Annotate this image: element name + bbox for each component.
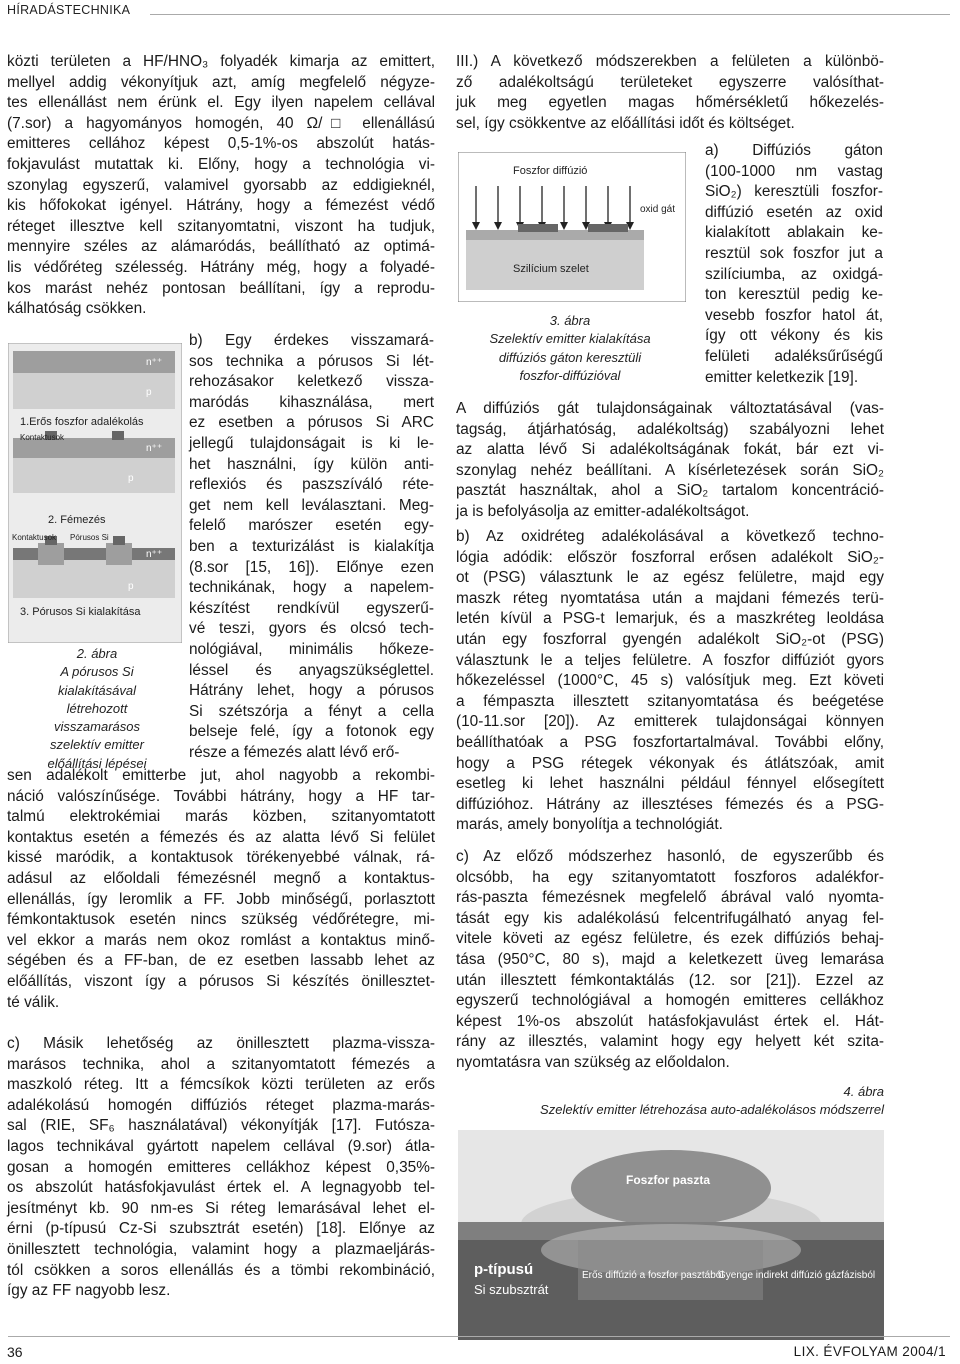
right-paragraph-5-line: vitele követi az egész felületre, és ezek diffúziós behaj-: [456, 930, 884, 948]
right-paragraph-5-line: rás-paszta fémezésnek megfelelő ábrával való nyomta-: [456, 889, 884, 907]
right-paragraph-4-line: maszk réteg nyomtatása után a majdani fémezés terü-: [456, 589, 884, 607]
left-paragraph-1-line: tes ellenállást nem érünk el. Egy ilyen napelem cellával: [7, 94, 435, 112]
right-paragraph-2-wrap-line: resztül sok foszfor jut a: [705, 244, 883, 262]
left-paragraph-2-continued-line: ségében és a FF-ban, de ez esetben lassabb lehet az: [7, 952, 435, 970]
left-paragraph-2-continued-line: náció valószínűsége. További hátrány, hogy a HF tar-: [7, 787, 435, 805]
right-paragraph-5-line: egyszerű technológiával a homogén emitteres cellákhoz: [456, 992, 884, 1010]
left-paragraph-2-continued-line: előállítás, viszont így a pórusos Si készítés önillesztet-: [7, 972, 435, 990]
left-paragraph-3-line: adalékolású homogén diffúziós réteget plazma-marás-: [7, 1096, 435, 1114]
footer-rule: [8, 1336, 950, 1337]
right-paragraph-3-line: pasztát használtak, ahol a SiO₂ tartalom koncentráció-: [456, 482, 884, 500]
left-paragraph-2-continued-line: ellenállás, így leromlik a FF. Jobb minőségű, porlasztott: [7, 890, 435, 908]
right-paragraph-5-line: nyomtatásra van szükség az előoldalon.: [456, 1053, 730, 1071]
right-paragraph-5-line: tása (950°C, 80 s), majd a keletkezett üveg lemarása: [456, 950, 884, 968]
figure-3-caption-line: foszfor-diffúzióval: [519, 367, 621, 383]
right-paragraph-5-line: c) Az előző módszerhez hasonló, de egyszerűbb és: [456, 848, 884, 865]
left-paragraph-1-line: emitteres cellához képest 0,5-1%-os abszolút hatás-: [7, 135, 435, 153]
fig4-substrate-label: Si szubsztrát: [474, 1282, 549, 1297]
figure-3: [458, 152, 686, 302]
fig2-step3-label: 3. Pórusos Si kialakítása: [20, 606, 141, 618]
fig4-weak-diffusion-label: Gyenge indirekt diffúzió gázfázisból: [718, 1270, 876, 1281]
right-paragraph-2-wrap-line: felületi adaléksűrűségű: [705, 347, 883, 365]
right-paragraph-2-wrap-line: vesebb foszfor hatol át,: [705, 306, 883, 324]
fig2-p1-label: p: [146, 387, 152, 398]
fig2-n1-label: n⁺⁺: [146, 357, 163, 368]
left-paragraph-3-line: lagos technikával gyártott napelem cellával (9.sor) átla-: [7, 1137, 435, 1155]
figure-2-caption: [22, 645, 172, 773]
fig3-title-label: Foszfor diffúzió: [513, 165, 588, 177]
fig2-n3-label: n⁺⁺: [146, 549, 163, 560]
figure-2-caption-line: előállítási lépései: [47, 755, 147, 771]
figure-4-caption-line: 4. ábra: [843, 1084, 884, 1099]
left-paragraph-2-wrap-line: vé teszi, gyors és olcsó tech-: [189, 620, 434, 638]
figure-2-caption-line: A pórusos Si: [60, 664, 134, 680]
left-paragraph-2-wrap-line: Si szétszórja a fényt a cella: [189, 702, 434, 720]
right-paragraph-4-line: esetleg ki lehet használni például fénnyel elősegített: [456, 775, 884, 793]
right-paragraph-5: [456, 847, 884, 1074]
right-paragraph-3: [456, 399, 884, 523]
fig2-contacts2-label: Kontaktusok: [12, 533, 57, 542]
right-paragraph-1-line: sel, így csökkentve az előállítási időt és költséget.: [456, 114, 795, 132]
left-paragraph-2-continued-line: fémkontaktusok esetén nincs szükség védőrétegre, mi-: [7, 911, 435, 929]
right-paragraph-4-line: (10-11.sor [20]). Az emitterek tulajdonságai könnyen: [456, 713, 884, 731]
left-paragraph-2-continued-line: talmú elektrokémiai marás közben, szitanyomtatott: [7, 808, 435, 826]
figure-3-caption-line: 3. ábra: [549, 313, 591, 328]
left-paragraph-2-wrap-line: het használni, így külön anti-: [189, 455, 434, 473]
right-paragraph-3-line: ja is befolyásolja az emitter-adalékoltságot.: [456, 502, 750, 520]
right-paragraph-4-line: hőkezeléssel (1000°C, 45 s) valósítjuk meg. Ezt követi: [456, 672, 884, 690]
left-paragraph-2-wrap-line: ben a texturizálást is kialakítja: [189, 537, 434, 555]
figure-2-caption-line: kialakításával: [57, 682, 137, 698]
right-paragraph-4-line: b) Az oxidréteg adalékolásával a következő techno-: [456, 528, 884, 545]
figure-4: [458, 1130, 884, 1340]
right-paragraph-4-line: választunk le a teljes felületre. A foszfor diffúziót gyors: [456, 651, 884, 669]
right-paragraph-2-wrap-line: SiO₂) keresztüli foszfor-: [705, 183, 883, 201]
figure-2-caption-line: visszamarásos: [54, 719, 140, 735]
figure-3-caption-line: Szelektív emitter kialakítása: [489, 331, 651, 347]
right-paragraph-1: [456, 52, 884, 134]
left-paragraph-2-wrap: [189, 331, 434, 763]
figure-3-diagram: [458, 152, 686, 302]
left-paragraph-3-line: marásos technika, ahol a szitanyomtatott fémezés a: [7, 1055, 435, 1073]
left-paragraph-2-wrap-line: léssel és anyagszükséglettel.: [189, 661, 434, 679]
fig4-paste-label: Foszfor paszta: [626, 1173, 711, 1187]
left-paragraph-2-wrap-line: ez esetben a pórusos Si ARC: [189, 414, 434, 432]
left-paragraph-2-continued-line: té válik.: [7, 993, 60, 1011]
figure-4-caption-line: Szelektív emitter létrehozása auto-adalékolásos módszerrel: [540, 1102, 884, 1118]
fig2-step2-label: 2. Fémezés: [48, 514, 106, 526]
right-paragraph-2-wrap-line: diffúzió esetén az oxid: [705, 203, 883, 221]
left-paragraph-1-line: lis védőréteg szélesség. Hátrány még, hogy a folyadé-: [7, 258, 435, 276]
figure-2-caption-line: szelektív emitter: [50, 737, 144, 753]
right-paragraph-3-line: szonylag nehéz beállítani. A kísérletezések során SiO₂: [456, 461, 884, 479]
right-paragraph-4-line: letén kívül a PSG-t lemarjuk, és a maszkréteg leoldása: [456, 610, 884, 628]
left-paragraph-2-continued-line: adásul az előoldali fémezésnél megnő a kontaktus-: [7, 869, 435, 887]
fig2-p2-label: p: [128, 473, 134, 484]
fig2-porous-label: Pórusos Si: [70, 533, 109, 542]
left-paragraph-3-line: c) Másik lehetőség az önillesztett plazma-vissza-: [7, 1035, 435, 1052]
right-paragraph-4-line: lógia adódik: először foszforral erősen adalékolt SiO₂-: [456, 548, 884, 566]
left-paragraph-3: [7, 1034, 435, 1302]
left-paragraph-1-line: mellyel addig vékonyítjuk azt, amíg megfelelő négyze-: [7, 73, 435, 91]
right-paragraph-1-line: ző adalékoltságú területeket egyszerre valósíthat-: [456, 73, 884, 91]
left-paragraph-3-line: sal (RIE, SF₆ használatával) vékonyítják [17]. Futószа-: [7, 1117, 435, 1135]
fig2-step1-label: 1.Erős foszfor adalékolás: [20, 416, 144, 428]
left-paragraph-2-wrap-line: (8.sor [15, 16]). Előnye ezen: [189, 558, 434, 576]
left-paragraph-1-line: fokjavulást mutattak ki. Előny, hogy a technológia vi-: [7, 155, 435, 173]
left-paragraph-2-wrap-line: maródás kihasználása, mert: [189, 393, 434, 411]
right-paragraph-4: [456, 527, 884, 836]
left-paragraph-2-wrap-line: rehozásakor keletkező vissza-: [189, 373, 434, 391]
left-paragraph-3-line: jesítményt kb. 90 nm-es Si réteg lemarásával lehet el-: [7, 1199, 435, 1217]
right-paragraph-4-line: után egy foszforral gyengén adalékolt SiO₂-ot (PSG): [456, 630, 884, 648]
left-paragraph-1-line: réteget illesztve kell szitanyomtatni, viszont ha tudjuk,: [7, 217, 435, 235]
right-paragraph-1-line: juk meg egyetlen magas hőmérsékletű hőkezelés-: [456, 94, 884, 112]
right-paragraph-5-line: rány az illesztés, valamint hogy egy helyett két szita-: [456, 1033, 884, 1051]
right-paragraph-2-wrap-line: kialakított ablakain ke-: [705, 224, 883, 242]
left-paragraph-1-line: kos marást nehéz pontosan beállítani, így a reprodu-: [7, 279, 435, 297]
left-paragraph-2-wrap-line: jellegű tulajdonságait is ki le-: [189, 434, 434, 452]
page-header: [0, 0, 960, 28]
right-paragraph-3-line: tagság, átjárhatóság, adalékoltság) szabályozni lehet: [456, 420, 884, 438]
fig3-oxide-label: oxid gát: [640, 204, 676, 215]
page-footer: [0, 1330, 960, 1364]
right-paragraph-1-line: III.) A következő módszerekben a felületen a különbö-: [456, 53, 884, 70]
right-paragraph-4-line: a fémpaszta illesztett szitanyomtatása és beégetése: [456, 692, 884, 710]
header-rule: [150, 14, 950, 15]
left-paragraph-1-line: szonylag egyszerű, valamivel gyorsabb az eddigieknél,: [7, 176, 435, 194]
left-paragraph-1: [7, 52, 435, 320]
fig4-strong-diffusion-label: Erős diffúzió a foszfor pasztából: [582, 1270, 724, 1281]
right-paragraph-3-line: A diffúziós gát tulajdonságainak változtatásával (vas-: [456, 400, 884, 417]
figure-2-diagram: [8, 343, 182, 643]
left-paragraph-1-line: (7.sor) a hagyományos homogén, 40 Ω/□ ellenállású: [7, 114, 435, 132]
right-paragraph-2-wrap-line: így ott vékony és kis: [705, 327, 883, 345]
fig2-contacts1-label: Kontaktusok: [20, 433, 65, 442]
fig4-ptype-label: p-típusú: [474, 1261, 534, 1278]
right-paragraph-2-wrap-line: emitter keletkezik [19].: [705, 368, 859, 386]
right-paragraph-5-line: tását egy kis adalékolású felcentrifugálható anyag fel-: [456, 909, 884, 927]
left-paragraph-2-wrap-line: készítést rendkívül egyszerű-: [189, 599, 434, 617]
left-paragraph-2-wrap-line: része a fémezés alatt lévő erő-: [189, 743, 400, 761]
left-paragraph-2-wrap-line: b) Egy érdekes visszamará-: [189, 332, 434, 349]
left-paragraph-2-continued: [7, 766, 435, 1013]
left-paragraph-2-wrap-line: felelő marószer esetén egy-: [189, 517, 434, 535]
left-paragraph-3-line: így az FF nagyobb lesz.: [7, 1282, 171, 1300]
right-paragraph-5-line: képest 1%-os abszolút hatásfokjavulást értek el. Hát-: [456, 1012, 884, 1030]
right-paragraph-2-wrap: [705, 141, 883, 388]
right-paragraph-4-line: ot (PSG) választunk le az egész felületre, majd egy: [456, 569, 884, 587]
right-paragraph-3-line: az alatta lévő Si adalékoltságának fokát, bár ezt vi-: [456, 441, 884, 459]
figure-2-caption-line: létrehozott: [66, 700, 128, 716]
left-paragraph-2-wrap-line: get nem kell leválasztani. Meg-: [189, 496, 434, 514]
left-paragraph-3-line: önillesztett technológia, valamint hogy a plazmaeljárás-: [7, 1240, 435, 1258]
right-paragraph-2-wrap-line: szilíciumba, az oxidgá-: [705, 265, 883, 283]
left-paragraph-2-wrap-line: Hátrány lehet, hogy a pórusos: [189, 682, 434, 700]
left-paragraph-2-wrap-line: reflexiós és paszszíváló réte-: [189, 476, 434, 494]
figure-2: [8, 343, 182, 643]
volume-label: LIX. ÉVFOLYAM 2004/1: [793, 1344, 946, 1359]
figure-4-caption: [456, 1083, 884, 1120]
left-paragraph-2-wrap-line: sos technika a pórusos Si lét-: [189, 352, 434, 370]
journal-section-title: HÍRADÁSTECHNIKA: [7, 3, 131, 17]
right-paragraph-2-wrap-line: (100-1000 nm vastag: [705, 162, 883, 180]
figure-2-caption-line: 2. ábra: [76, 646, 118, 661]
left-paragraph-1-line: kis hőfokokat igényel. Hátrány, hogy a fémezést védő: [7, 197, 435, 215]
figure-3-caption: [456, 312, 684, 385]
figure-3-caption-line: diffúziós gáton keresztüli: [498, 349, 642, 365]
left-paragraph-2-wrap-line: nológiával, minimális hőkeze-: [189, 640, 434, 658]
right-paragraph-5-line: után illesztett fémkontaktálás (12. sor [21]). Ezzel az: [456, 971, 884, 989]
left-paragraph-3-line: érni (p-típusú Cz-Si szubsztrát esetén) [18]. Előnye az: [7, 1220, 435, 1238]
left-paragraph-3-line: tól csökken a soros ellenállás és a tömbi rekombináció,: [7, 1261, 435, 1279]
fig2-n2-label: n⁺⁺: [146, 443, 163, 454]
left-paragraph-1-line: közti területen a HF/HNO₃ folyadék kimarja az emittert,: [7, 53, 435, 70]
right-paragraph-5-line: olcsóbb, ha egy szitanyomtatott foszforos adalékfor-: [456, 868, 884, 886]
left-paragraph-2-continued-line: sen adalékolt emitterbe jut, ahol nagyobb a rekombi-: [7, 767, 435, 784]
left-paragraph-2-continued-line: vel ekkor a marás nem okoz romlást a kontaktus minő-: [7, 931, 435, 949]
figure-4-diagram: [458, 1130, 884, 1340]
right-paragraph-4-line: diffúzióhoz. Hátrány az illesztéses fémezés és a PSG-: [456, 795, 884, 813]
left-paragraph-2-continued-line: kontaktus esetén a fémezés és az alatta lévő Si felület: [7, 828, 435, 846]
right-paragraph-2-wrap-line: ton keresztül pedig ke-: [705, 286, 883, 304]
right-paragraph-4-line: beállíthatóak a PSG foszfortartalmával. További előny,: [456, 733, 884, 751]
page-number: 36: [7, 1344, 23, 1360]
left-paragraph-3-line: gosan a homogén emitteres cellákhoz képest 0,35%-: [7, 1158, 435, 1176]
fig3-substrate-label: Szilícium szelet: [513, 263, 589, 275]
left-paragraph-3-line: maszkoló réteg. Itt a fémcsíkok közti területen az erős: [7, 1076, 435, 1094]
fig2-p3-label: p: [128, 581, 134, 592]
left-paragraph-1-line: mennyire széles az alámaródás, beállítható az optimá-: [7, 238, 435, 256]
left-paragraph-2-continued-line: kissé maródik, a kontaktusok törékenyebbé válnak, rá-: [7, 849, 435, 867]
right-paragraph-4-line: marás, amely bonyolítja a technológiát.: [456, 816, 723, 834]
left-paragraph-3-line: os abszolút hatásfokjavulást értek el. A legnagyobb tel-: [7, 1179, 435, 1197]
right-paragraph-2-wrap-line: a) Diffúziós gáton: [705, 142, 883, 159]
left-paragraph-1-line: kálhatóság csökken.: [7, 300, 147, 318]
left-paragraph-2-wrap-line: technikának, hogy a napelem-: [189, 579, 434, 597]
left-paragraph-2-wrap-line: belseje felé, így a fotonok egy: [189, 723, 434, 741]
right-paragraph-4-line: hogy a PSG rétegek vékonyak és átlátszóak, amit: [456, 754, 884, 772]
